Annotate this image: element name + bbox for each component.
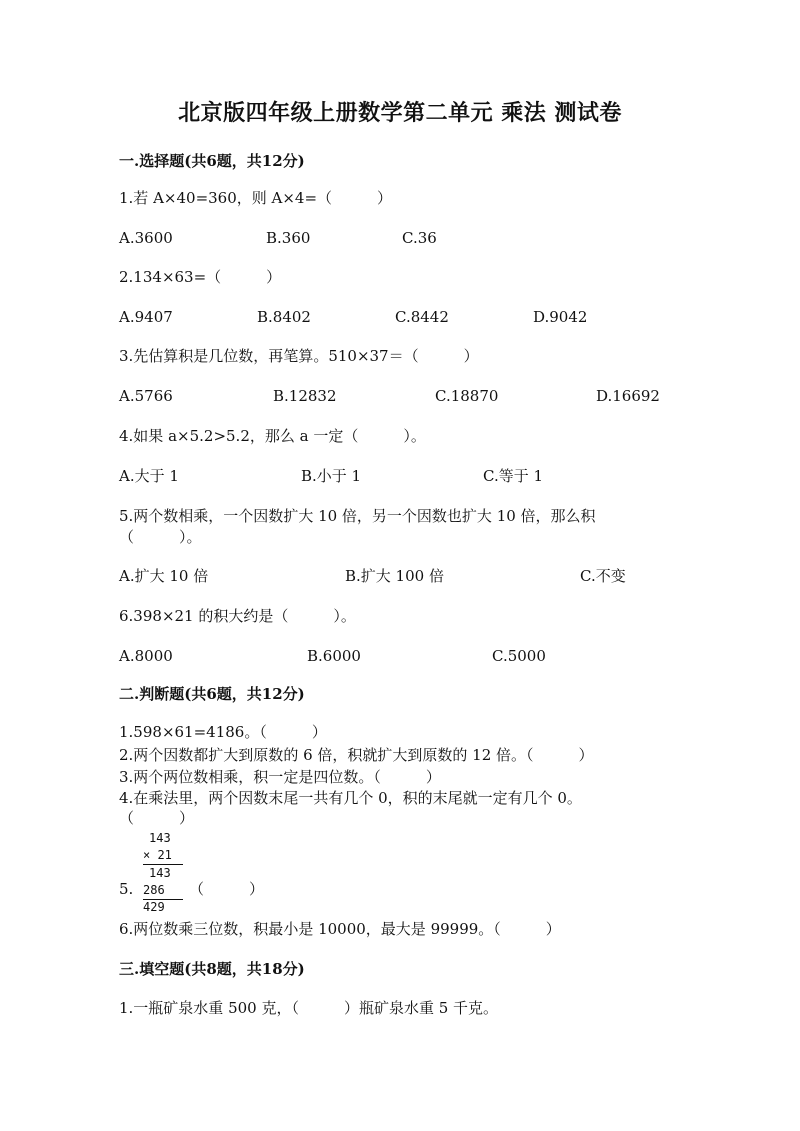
vertical-row-2: × 21 <box>143 848 172 862</box>
judgment-q5-paren: （ ） <box>189 880 265 898</box>
vertical-row-5: 429 <box>143 900 165 914</box>
choice-q2-option-d: D.9042 <box>533 308 588 326</box>
choice-q1-option-b: B.360 <box>266 229 311 247</box>
page-title: 北京版四年级上册数学第二单元 乘法 测试卷 <box>178 100 622 126</box>
choice-q2-option-b: B.8402 <box>257 308 311 326</box>
choice-q3-option-d: D.16692 <box>596 387 660 405</box>
vertical-row-3: 143 <box>149 866 171 880</box>
choice-q3-option-c: C.18870 <box>435 387 499 405</box>
section-heading-choice: 一.选择题(共6题，共12分) <box>119 152 305 170</box>
vertical-row-1: 143 <box>149 831 171 845</box>
choice-q5-option-b: B.扩大 100 倍 <box>345 567 444 585</box>
section-heading-fill: 三.填空题(共8题，共18分) <box>119 960 305 978</box>
choice-q1-option-c: C.36 <box>402 229 437 247</box>
choice-q6-stem: 6.398×21 的积大约是（ ）。 <box>119 607 356 625</box>
judgment-q4-line1: 4.在乘法里，两个因数末尾一共有几个 0，积的末尾就一定有几个 0。 <box>119 789 582 807</box>
judgment-q1: 1.598×61=4186。（ ） <box>119 723 327 741</box>
choice-q5-option-a: A.扩大 10 倍 <box>119 567 209 585</box>
judgment-q4-line2: （ ） <box>119 809 195 827</box>
vertical-rule-1 <box>143 864 183 865</box>
choice-q1-stem: 1.若 A×40=360，则 A×4=（ ） <box>119 189 393 207</box>
vertical-row-4: 286 <box>143 883 165 897</box>
choice-q2-stem: 2.134×63=（ ） <box>119 268 282 286</box>
choice-q6-option-c: C.5000 <box>492 647 546 665</box>
judgment-q2: 2.两个因数都扩大到原数的 6 倍，积就扩大到原数的 12 倍。（ ） <box>119 746 594 764</box>
section-heading-judgment: 二.判断题(共6题，共12分) <box>119 685 305 703</box>
choice-q4-stem: 4.如果 a×5.2>5.2，那么 a 一定（ ）。 <box>119 427 426 445</box>
choice-q5-stem-line1: 5.两个数相乘，一个因数扩大 10 倍，另一个因数也扩大 10 倍，那么积 <box>119 507 596 525</box>
choice-q5-stem-line2: （ ）。 <box>119 528 202 546</box>
choice-q6-option-a: A.8000 <box>119 647 173 665</box>
choice-q2-option-c: C.8442 <box>395 308 449 326</box>
choice-q1-option-a: A.3600 <box>119 229 173 247</box>
judgment-q5-number: 5. <box>119 880 134 898</box>
choice-q6-option-b: B.6000 <box>307 647 361 665</box>
choice-q3-option-b: B.12832 <box>273 387 337 405</box>
choice-q2-option-a: A.9407 <box>119 308 173 326</box>
judgment-q6: 6.两位数乘三位数，积最小是 10000，最大是 99999。（ ） <box>119 920 561 938</box>
choice-q4-option-b: B.小于 1 <box>301 467 362 485</box>
judgment-q3: 3.两个两位数相乘，积一定是四位数。（ ） <box>119 768 441 786</box>
vertical-multiplication <box>143 828 199 914</box>
choice-q4-option-a: A.大于 1 <box>119 467 179 485</box>
choice-q5-option-c: C.不变 <box>580 567 626 585</box>
choice-q3-option-a: A.5766 <box>119 387 173 405</box>
choice-q4-option-c: C.等于 1 <box>483 467 544 485</box>
fill-q1: 1.一瓶矿泉水重 500 克，（ ）瓶矿泉水重 5 千克。 <box>119 999 499 1017</box>
choice-q3-stem: 3.先估算积是几位数，再笔算。510×37＝（ ） <box>119 347 479 365</box>
